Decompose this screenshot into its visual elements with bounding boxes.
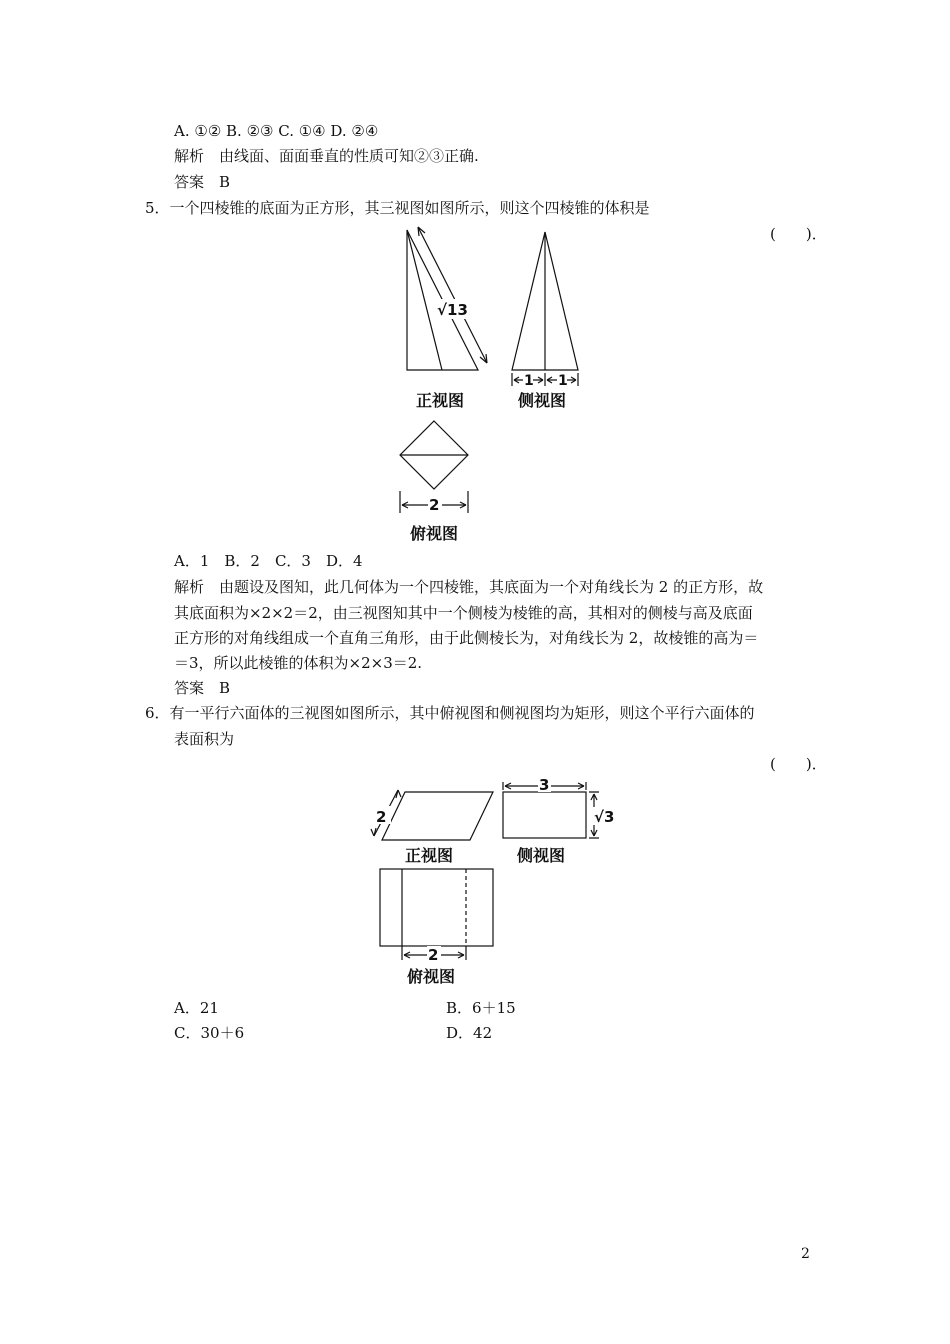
q5-side-dim-left: 1 (524, 373, 534, 389)
q6-option-c: C．30＋6 (174, 1024, 245, 1042)
q5-top-label: 俯视图 (410, 524, 459, 543)
q6-option-b: B．6＋15 (446, 999, 516, 1017)
q6-paren: ( )． (770, 755, 827, 773)
q4-analysis: 解析 由线面、面面垂直的性质可知②③正确. (174, 147, 479, 165)
q6-front-label: 正视图 (405, 846, 454, 865)
q5-front-label: 正视图 (416, 391, 465, 410)
q5-edge-label: √13 (437, 301, 468, 319)
q6-stem-line-2: 表面积为 (174, 730, 235, 748)
q6-top-view (380, 869, 493, 946)
q6-top-label: 俯视图 (407, 967, 456, 986)
q6-three-view-figure (360, 770, 620, 990)
q5-three-view-figure (390, 225, 600, 545)
q6-side-label: 侧视图 (517, 846, 566, 865)
q6-side-view (503, 792, 586, 838)
q6-front-dim: 2 (376, 808, 387, 826)
q6-stem-line-1: 6．有一平行六面体的三视图如图所示，其中俯视图和侧视图均为矩形，则这个平行六面体的 (145, 704, 755, 722)
q6-side-width: 3 (539, 776, 550, 794)
q5-options: A．1 B．2 C．3 D．4 (174, 552, 363, 570)
q5-analysis-line-1: 解析 由题设及图知，此几何体为一个四棱锥，其底面为一个对角线长为 2 的正方形，故 (174, 578, 764, 596)
q6-option-d: D．42 (446, 1024, 493, 1042)
q5-analysis-line-2: 其底面积为×2×2＝2，由三视图知其中一个侧棱为棱锥的高，其相对的侧棱与高及底面 (174, 604, 753, 622)
q5-analysis-line-4: ＝3，所以此棱锥的体积为×2×3＝2. (174, 654, 423, 672)
q5-stem: 5．一个四棱锥的底面为正方形，其三视图如图所示，则这个四棱锥的体积是 (145, 199, 650, 217)
q6-top-dim: 2 (428, 946, 439, 964)
q6-front-view (382, 792, 493, 840)
q6-option-a: A．21 (174, 999, 219, 1017)
q4-options: A. ①② B. ②③ C. ①④ D. ②④ (174, 122, 379, 140)
page-number: 2 (801, 1246, 810, 1262)
q5-paren: ( )． (770, 225, 827, 243)
q5-top-dim: 2 (429, 496, 440, 514)
q6-side-height: √3 (594, 808, 615, 826)
q5-analysis-line-3: 正方形的对角线组成一个直角三角形，由于此侧棱长为，对角线长为 2，故棱锥的高为＝ (174, 629, 759, 647)
q4-answer: 答案 B (174, 173, 231, 191)
q5-side-dim-right: 1 (558, 373, 568, 389)
q5-side-label: 侧视图 (518, 391, 567, 410)
q5-answer: 答案 B (174, 679, 231, 697)
